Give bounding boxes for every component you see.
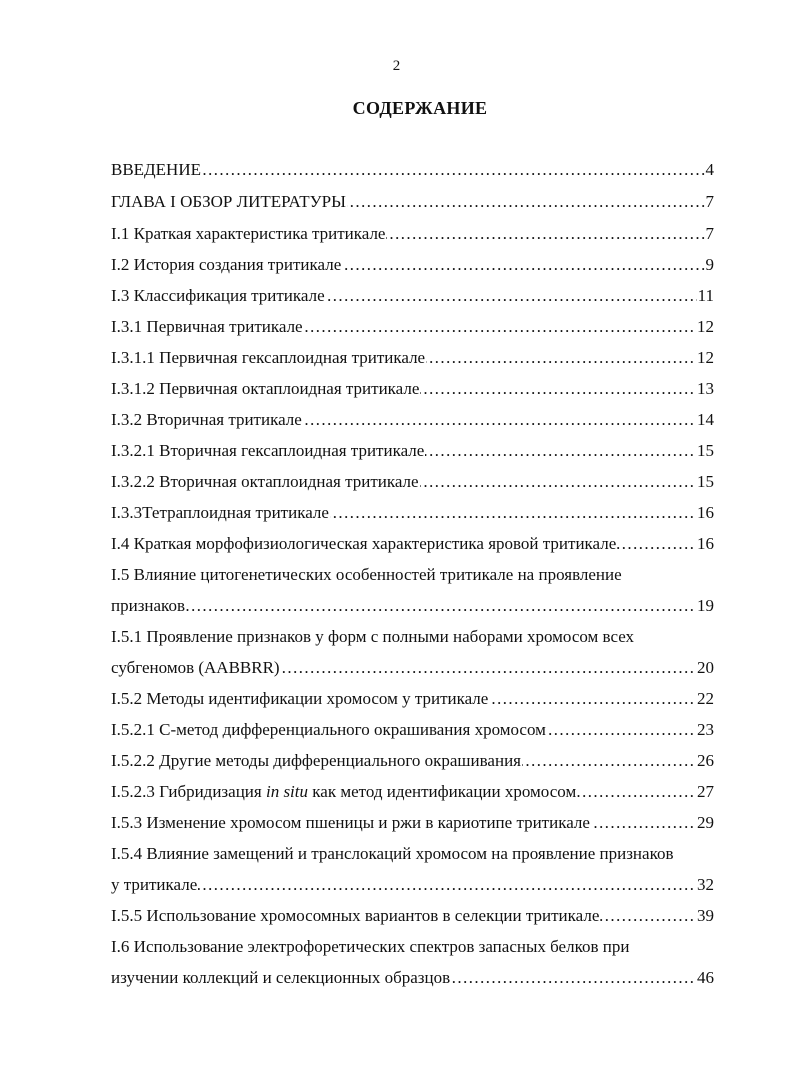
toc-entry-text-italic: in situ <box>265 782 309 801</box>
toc-entry-page: 27 <box>696 780 714 804</box>
toc-entry <box>111 222 714 246</box>
toc-entry-text: у тритикале <box>111 875 198 894</box>
toc-entry <box>111 687 714 711</box>
toc-entry-page: 7 <box>705 222 715 246</box>
page-number: 2 <box>392 58 401 74</box>
toc-entry-text: I.3 Классификация тритикале <box>111 286 325 305</box>
toc-entry-text-after: как метод идентификации хромосом <box>308 782 577 801</box>
leader-dots <box>111 873 714 897</box>
toc-entry-text: I.3.1.2 Первичная октаплоидная тритикале <box>111 379 420 398</box>
toc-entry <box>111 253 714 277</box>
toc-entry <box>111 346 714 370</box>
toc-entry <box>111 780 714 804</box>
toc-entry-text: I.3.2 Вторичная тритикале <box>111 410 302 429</box>
toc-entry <box>111 935 714 959</box>
toc-entry-page: 39 <box>696 904 714 928</box>
toc-entry <box>111 656 714 680</box>
toc-entry-page: 9 <box>705 253 715 277</box>
toc-entry <box>111 377 714 401</box>
toc-entry-page: 19 <box>696 594 714 618</box>
toc-entry <box>111 532 714 556</box>
toc-entry-text: признаков <box>111 596 185 615</box>
toc-entry-page: 7 <box>705 190 715 214</box>
toc-entry <box>111 408 714 432</box>
toc-entry-text: I.5.1 Проявление признаков у форм с полными наборами хромосом всех <box>111 627 635 646</box>
toc-entry-text: I.2 История создания тритикале <box>111 255 342 274</box>
toc-entry <box>111 563 714 587</box>
toc-entry <box>111 625 714 649</box>
toc-entry-page: 29 <box>696 811 714 835</box>
toc-entry-text: I.5.2.1 С-метод дифференциального окрашивания хромосом <box>111 720 546 739</box>
toc-entry <box>111 811 714 835</box>
toc-entry <box>111 966 714 990</box>
toc-entry <box>111 284 714 308</box>
leader-dots <box>111 594 714 618</box>
toc-entry-text: I.5.2.2 Другие методы дифференциального окрашивания <box>111 751 521 770</box>
toc-entry-text: ГЛАВА I ОБЗОР ЛИТЕРАТУРЫ <box>111 192 346 211</box>
toc-entry <box>111 904 714 928</box>
toc-entry-text: I.5.2 Методы идентификации хромосом у тритикале <box>111 689 489 708</box>
toc-entry-text: I.5.5 Использование хромосомных вариантов в селекции тритикале <box>111 906 600 925</box>
toc-entry-page: 16 <box>696 501 714 525</box>
toc-entry-text: I.3.1 Первичная тритикале <box>111 317 303 336</box>
toc-entry-page: 16 <box>696 532 714 556</box>
toc-entry <box>111 594 714 618</box>
toc-entry-text: I.1 Краткая характеристика тритикале <box>111 224 386 243</box>
toc-entry-text: I.3.2.2 Вторичная октаплоидная тритикале <box>111 472 419 491</box>
toc-entry <box>111 501 714 525</box>
toc-entry-text: I.5.4 Влияние замещений и транслокаций хромосом на проявление признаков <box>111 844 674 863</box>
toc-entry-text: ВВЕДЕНИЕ <box>111 160 201 179</box>
toc-entry-page: 13 <box>696 377 714 401</box>
toc-entry-text: I.3.1.1 Первичная гексаплоидная тритикале <box>111 348 426 367</box>
toc-entry-text: I.5 Влияние цитогенетических особенностей тритикале на проявление <box>111 565 622 584</box>
toc-entry <box>111 158 714 182</box>
toc-entry <box>111 470 714 494</box>
toc-entry-page: 15 <box>696 470 714 494</box>
toc-entry-page: 15 <box>696 439 714 463</box>
toc-entry <box>111 439 714 463</box>
toc-entry-text: I.4 Краткая морфофизиологическая характеристика яровой тритикале <box>111 534 617 553</box>
toc-entry <box>111 718 714 742</box>
toc-entry-page: 4 <box>705 158 715 182</box>
toc-entry-text-before: I.5.2.3 Гибридизация <box>111 782 266 801</box>
toc-entry <box>111 315 714 339</box>
toc-entry-page: 14 <box>696 408 714 432</box>
toc-entry-page: 26 <box>696 749 714 773</box>
toc-entry-text: I.3.3Тетраплоидная тритикале <box>111 503 329 522</box>
toc-entry-page: 32 <box>696 873 714 897</box>
toc-title: СОДЕРЖАНИЕ <box>352 98 488 118</box>
toc-entry <box>111 842 731 866</box>
toc-entry <box>111 749 714 773</box>
toc-entry-page: 46 <box>696 966 714 990</box>
toc-entry <box>111 873 714 897</box>
toc-entry-page: 11 <box>697 284 714 308</box>
toc-entry-text <box>111 782 577 801</box>
toc-entry-text: I.5.3 Изменение хромосом пшеницы и ржи в кариотипе тритикале <box>111 813 590 832</box>
toc-entry <box>111 190 714 214</box>
toc-entry-page: 12 <box>696 346 714 370</box>
toc-entry-text: I.3.2.1 Вторичная гексаплоидная тритикале <box>111 441 425 460</box>
toc-entry-text: I.6 Использование электрофоретических спектров запасных белков при <box>111 937 630 956</box>
toc-entry-page: 20 <box>696 656 714 680</box>
toc-entry-page: 23 <box>696 718 714 742</box>
toc-entry-text: изучении коллекций и селекционных образцов <box>111 968 451 987</box>
toc-entry-page: 12 <box>696 315 714 339</box>
toc-entry-page: 22 <box>696 687 714 711</box>
toc-entry-text: субгеномов (AABBRR) <box>111 658 280 677</box>
